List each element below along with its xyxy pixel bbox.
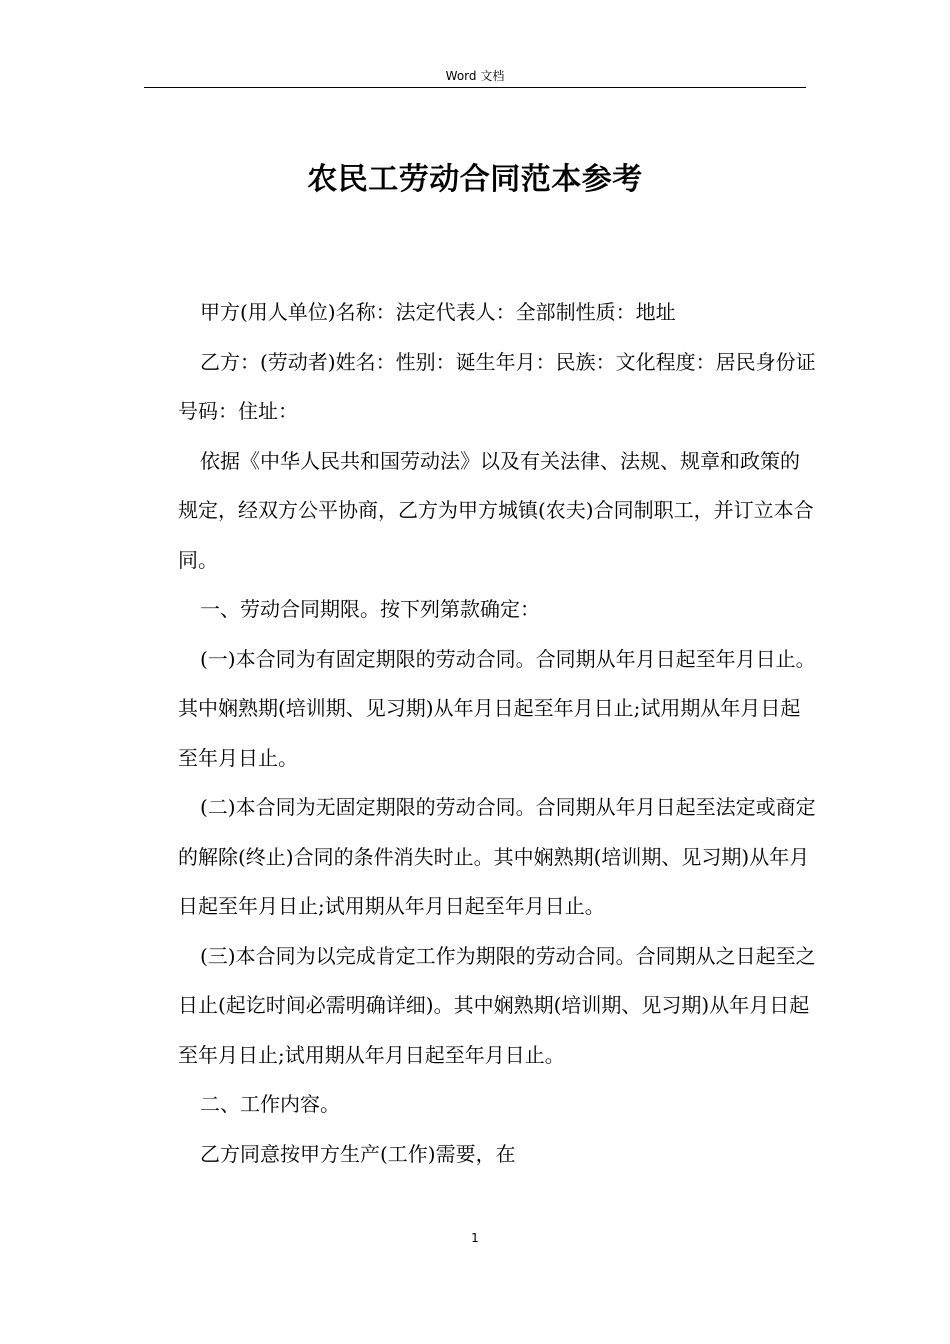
paragraph-party-b: 乙方：(劳动者)姓名：性别：诞生年月：民族：文化程度：居民身份证号码：住址：: [178, 349, 816, 423]
paragraph-section-1-item-2: (二)本合同为无固定期限的劳动合同。合同期从年月日起至法定或商定的解除(终止)合同的条件消失时止。其中娴熟期(培训期、见习期)从年月日起至年月日止;试用期从年月日起至年月日止。: [178, 795, 816, 918]
document-title: 农民工劳动合同范本参考: [307, 162, 643, 197]
page-header: Word 文档: [445, 69, 505, 83]
paragraph-section-1-item-3: (三)本合同为以完成肯定工作为期限的劳动合同。合同期从之日起至之日止(起讫时间必需明确详细)。其中娴熟期(培训期、见习期)从年月日起至年月日止;试用期从年月日起至年月日止。: [178, 943, 816, 1067]
header-divider: [144, 87, 806, 88]
paragraph-party-a: 甲方(用人单位)名称：法定代表人：全部制性质：地址: [200, 300, 676, 324]
page-number: 1: [471, 1231, 479, 1245]
paragraph-section-2-body: 乙方同意按甲方生产(工作)需要，在: [200, 1141, 516, 1166]
paragraph-section-2-heading: 二、工作内容。: [200, 1092, 340, 1116]
paragraph-section-1-heading: 一、劳动合同期限。按下列第款确定：: [200, 597, 540, 621]
paragraph-section-1-item-1: (一)本合同为有固定期限的劳动合同。合同期从年月日起至年月日止。其中娴熟期(培训期、见习期)从年月日起至年月日止;试用期从年月日起至年月日止。: [178, 646, 816, 770]
paragraph-legal-basis: 依据《中华人民共和国劳动法》以及有关法律、法规、规章和政策的规定，经双方公平协商，乙方为甲方城镇(农夫)合同制职工，并订立本合同。: [178, 448, 814, 572]
document-body: [178, 288, 818, 1179]
